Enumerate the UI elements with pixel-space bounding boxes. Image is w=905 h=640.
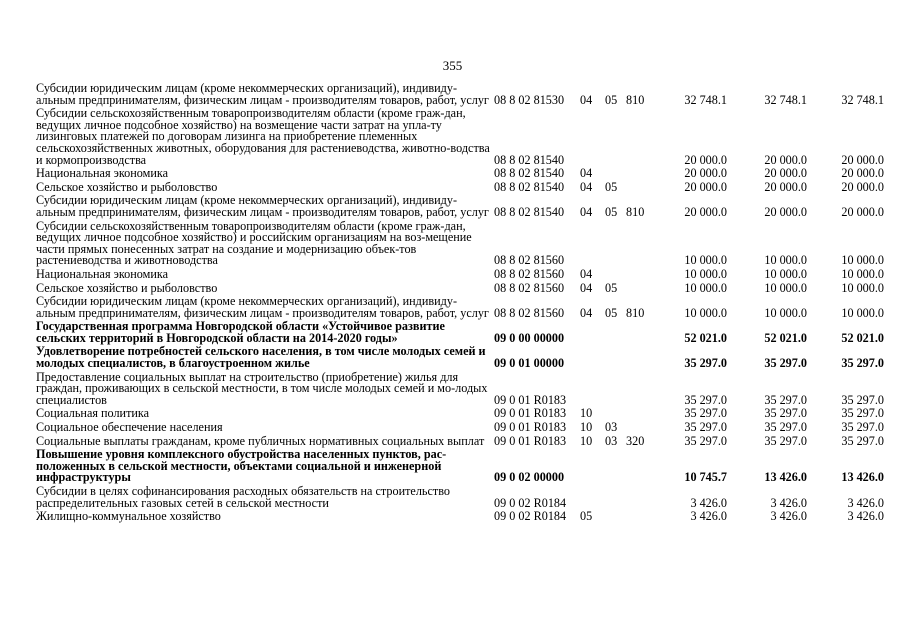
row-section: 05 — [580, 509, 593, 524]
row-expense-type — [626, 346, 663, 371]
row-value-2: 32 748.1 — [764, 92, 807, 107]
row-value-2: 20 000.0 — [764, 204, 807, 219]
row-code: 09 0 01 00000 — [494, 356, 565, 371]
table-row — [36, 108, 884, 168]
table-body — [36, 83, 884, 525]
row-value-3: 35 297.0 — [841, 420, 884, 435]
row-expense-type: 810 — [626, 92, 645, 107]
row-value-3: 35 297.0 — [841, 392, 884, 407]
row-subsection: 03 — [605, 433, 618, 448]
row-code: 08 8 02 81540 — [494, 166, 565, 181]
table-row — [36, 321, 884, 346]
row-value-2: 13 426.0 — [764, 470, 807, 485]
row-expense-type — [626, 283, 663, 297]
row-name: Сельское хозяйство и рыболовство — [36, 179, 218, 194]
table-row — [36, 511, 884, 525]
row-value-3: 20 000.0 — [841, 204, 884, 219]
row-value-3: 10 000.0 — [841, 266, 884, 281]
table-row — [36, 83, 884, 108]
row-value-1: 20 000.0 — [684, 166, 727, 181]
row-name: Социальное обеспечение населения — [36, 420, 223, 435]
row-value-3: 13 426.0 — [841, 470, 884, 485]
row-value-1: 35 297.0 — [684, 420, 727, 435]
row-section — [580, 486, 605, 511]
row-expense-type — [626, 511, 663, 525]
row-subsection: 05 — [605, 92, 618, 107]
row-subsection: 05 — [605, 204, 618, 219]
row-name: Сельское хозяйство и рыболовство — [36, 280, 218, 295]
row-name: Субсидии юридическим лицам (кроме некоммерческих организаций), индивиду-альным предпринимателям, физическим лицам - производителям товаров, работ, услуг — [36, 193, 489, 219]
row-subsection — [605, 449, 626, 486]
row-subsection — [605, 221, 626, 269]
row-value-2: 35 297.0 — [764, 392, 807, 407]
row-code: 08 8 02 81560 — [494, 280, 565, 295]
row-value-2: 10 000.0 — [764, 253, 807, 268]
row-subsection: 05 — [605, 280, 618, 295]
row-value-3: 35 297.0 — [841, 356, 884, 371]
row-subsection: 05 — [605, 179, 618, 194]
row-section — [580, 221, 605, 269]
row-value-3: 35 297.0 — [841, 406, 884, 421]
page-number: 355 — [442, 58, 463, 73]
row-code: 09 0 02 R0184 — [494, 509, 567, 524]
row-value-1: 52 021.0 — [684, 330, 727, 345]
row-value-1: 10 000.0 — [684, 253, 727, 268]
row-value-1: 10 000.0 — [684, 280, 727, 295]
row-value-1: 10 745.7 — [684, 470, 727, 485]
row-value-2: 20 000.0 — [764, 179, 807, 194]
row-name: Удовлетворение потребностей сельского населения, в том числе молодых семей и молодых специалистов, в благоустроенном жилье — [36, 344, 486, 371]
row-value-1: 35 297.0 — [684, 356, 727, 371]
row-code: 08 8 02 81540 — [494, 179, 565, 194]
row-code: 09 0 01 R0183 — [494, 406, 567, 421]
row-section — [580, 346, 605, 371]
table-row — [36, 221, 884, 269]
row-subsection — [605, 108, 626, 168]
row-code: 08 8 02 81530 — [494, 92, 565, 107]
row-expense-type — [626, 269, 663, 283]
row-value-1: 20 000.0 — [684, 152, 727, 167]
row-expense-type — [626, 321, 663, 346]
row-subsection — [605, 372, 626, 409]
row-code: 09 0 00 00000 — [494, 330, 565, 345]
row-section — [580, 108, 605, 168]
row-value-3: 3 426.0 — [847, 495, 884, 510]
row-expense-type: 320 — [626, 433, 645, 448]
row-name: Национальная экономика — [36, 166, 169, 181]
row-name: Социальная политика — [36, 406, 150, 421]
row-code: 09 0 01 R0183 — [494, 433, 567, 448]
row-subsection — [605, 321, 626, 346]
row-expense-type — [626, 486, 663, 511]
row-name: Жилищно-коммунальное хозяйство — [36, 509, 221, 524]
row-value-2: 35 297.0 — [764, 433, 807, 448]
row-code: 09 0 01 R0183 — [494, 392, 567, 407]
row-code: 08 8 02 81560 — [494, 253, 565, 268]
row-value-3: 52 021.0 — [841, 330, 884, 345]
row-value-2: 20 000.0 — [764, 166, 807, 181]
row-code: 09 0 02 00000 — [494, 470, 565, 485]
row-value-3: 10 000.0 — [841, 305, 884, 320]
row-section: 10 — [580, 420, 593, 435]
table-row — [36, 195, 884, 220]
row-value-1: 3 426.0 — [690, 509, 727, 524]
row-value-3: 10 000.0 — [841, 280, 884, 295]
row-value-1: 20 000.0 — [684, 204, 727, 219]
row-subsection — [605, 486, 626, 511]
row-value-2: 10 000.0 — [764, 266, 807, 281]
row-value-3: 20 000.0 — [841, 152, 884, 167]
row-subsection: 05 — [605, 305, 618, 320]
row-expense-type — [626, 408, 663, 422]
row-expense-type — [626, 449, 663, 486]
row-name: Повышение уровня комплексного обустройства населенных пунктов, рас-положенных в сельской местности, объектами социальной и инженерной инфраструктуры — [36, 447, 447, 485]
row-section — [580, 449, 605, 486]
row-name: Субсидии сельскохозяйственным товаропроизводителям области (кроме граж-дан, ведущих личное подсобное хозяйство) и российским организациям на воз-мещение части прямых понесенных затрат на создание и модернизацию объек-тов растениеводства и животноводства — [36, 218, 472, 268]
row-expense-type — [626, 182, 663, 196]
row-section: 04 — [580, 204, 593, 219]
table-row — [36, 372, 884, 409]
row-value-3: 10 000.0 — [841, 253, 884, 268]
row-value-3: 3 426.0 — [847, 509, 884, 524]
row-name: Государственная программа Новгородской области «Устойчивое развитие сельских территорий в Новгородской области на 2014-2020 годы» — [36, 319, 445, 345]
row-name: Национальная экономика — [36, 266, 169, 281]
row-section: 04 — [580, 280, 593, 295]
row-code: 08 8 02 81560 — [494, 305, 565, 320]
row-value-2: 35 297.0 — [764, 406, 807, 421]
row-name: Предоставление социальных выплат на строительство (приобретение) жилья для граждан, проживающих в сельской местности, в том числе молодых семей и мо-лодых специалистов — [36, 369, 488, 407]
row-section: 04 — [580, 266, 593, 281]
row-name: Социальные выплаты гражданам, кроме публичных нормативных социальных выплат — [36, 433, 485, 448]
row-value-2: 35 297.0 — [764, 420, 807, 435]
row-value-3: 35 297.0 — [841, 433, 884, 448]
row-value-3: 20 000.0 — [841, 166, 884, 181]
row-section — [580, 372, 605, 409]
row-value-1: 32 748.1 — [684, 92, 727, 107]
row-value-3: 20 000.0 — [841, 179, 884, 194]
table-row — [36, 296, 884, 321]
row-code: 08 8 02 81540 — [494, 204, 565, 219]
row-section — [580, 321, 605, 346]
row-section: 04 — [580, 179, 593, 194]
row-code: 09 0 02 R0184 — [494, 495, 567, 510]
row-value-2: 35 297.0 — [764, 356, 807, 371]
row-value-1: 10 000.0 — [684, 266, 727, 281]
row-value-1: 3 426.0 — [690, 495, 727, 510]
budget-table — [36, 83, 884, 525]
row-expense-type: 810 — [626, 204, 645, 219]
table-row — [36, 449, 884, 486]
row-subsection — [605, 511, 626, 525]
row-value-1: 35 297.0 — [684, 433, 727, 448]
table-row — [36, 486, 884, 511]
row-value-2: 3 426.0 — [770, 495, 807, 510]
row-value-1: 35 297.0 — [684, 392, 727, 407]
row-value-1: 35 297.0 — [684, 406, 727, 421]
row-value-1: 10 000.0 — [684, 305, 727, 320]
row-value-2: 52 021.0 — [764, 330, 807, 345]
row-name: Субсидии в целях софинансирования расходных обязательств на строительство распределительных газовых сетей в сельской местности — [36, 484, 450, 510]
row-value-2: 10 000.0 — [764, 305, 807, 320]
row-value-2: 3 426.0 — [770, 509, 807, 524]
row-value-1: 20 000.0 — [684, 179, 727, 194]
row-subsection — [605, 346, 626, 371]
row-section: 04 — [580, 92, 593, 107]
row-value-2: 20 000.0 — [764, 152, 807, 167]
row-name: Субсидии сельскохозяйственным товаропроизводителям области (кроме граж-дан, ведущих личное подсобное хозяйство) на возмещение части затрат на упла-ту лизинговых платежей по договорам лизинга на приобретение племенных сельскохозяйственных животных, оборудования для растениеводства, животно-водства и кормопроизводства — [36, 106, 490, 167]
row-expense-type — [626, 108, 663, 168]
row-expense-type — [626, 372, 663, 409]
row-value-3: 32 748.1 — [841, 92, 884, 107]
row-expense-type — [626, 221, 663, 269]
row-name: Субсидии юридическим лицам (кроме некоммерческих организаций), индивиду-альным предпринимателям, физическим лицам - производителям товаров, работ, услуг — [36, 294, 489, 320]
row-subsection: 03 — [605, 420, 618, 435]
row-expense-type: 810 — [626, 305, 645, 320]
row-code: 08 8 02 81540 — [494, 152, 565, 167]
row-code: 08 8 02 81560 — [494, 266, 565, 281]
row-code: 09 0 01 R0183 — [494, 420, 567, 435]
row-section: 10 — [580, 433, 593, 448]
table-row — [36, 346, 884, 371]
row-section: 04 — [580, 305, 593, 320]
row-name: Субсидии юридическим лицам (кроме некоммерческих организаций), индивиду-альным предпринимателям, физическим лицам - производителям товаров, работ, услуг — [36, 81, 489, 107]
row-section: 10 — [580, 406, 593, 421]
row-expense-type — [626, 168, 663, 182]
row-section: 04 — [580, 166, 593, 181]
row-value-2: 10 000.0 — [764, 280, 807, 295]
